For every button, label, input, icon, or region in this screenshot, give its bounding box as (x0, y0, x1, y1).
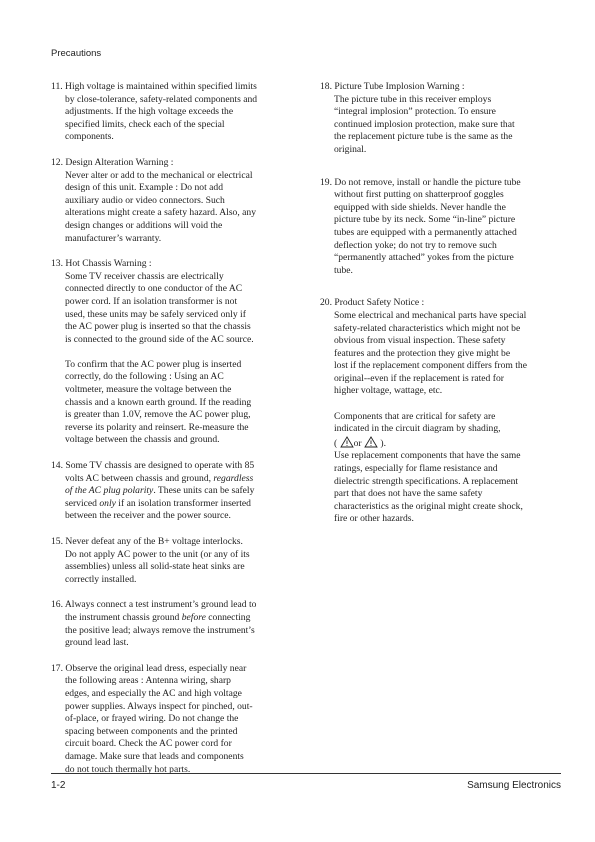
precaution-item-13: 13. Hot Chassis Warning : Some TV receiver chassis are electrically connected directly to one conductor of the AC power cord. If an isolation transformer is not used, these units may be safely serviced only if the AC power plug is inserted so that the chassis is connected to the ground side of the AC source. To confirm that the AC power plug is inserted correctly, do the following : Using an AC voltmeter, measure the voltage between the chassis and a known earth ground. If the reading is greater than 1.0V, remove the AC power plug, reverse its polarity and reinsert. Re-measure the voltage between the chassis and ground. (51, 258, 254, 446)
item-title: Hot Chassis Warning : (65, 258, 152, 270)
item-number: 15. (51, 536, 63, 547)
item-number: 12. (51, 156, 63, 168)
safety-symbol-line: ( or ). (334, 437, 386, 449)
footer-divider (51, 773, 561, 774)
precaution-item-12: 12. Design Alteration Warning : Never alter or add to the mechanical or electrical design of this unit. Example : Do not add auxiliary audio or video connectors. Such alterations might create a safety hazard. Also, any design changes or additions will void the manufacturer’s warranty. (51, 156, 256, 244)
item-number: 20. (320, 297, 332, 309)
item-number: 17. (51, 662, 63, 674)
item-number: 14. (51, 460, 63, 472)
item-title: Design Alteration Warning : (65, 156, 174, 168)
page-number: 1-2 (51, 780, 66, 791)
precaution-item-18: 18. Picture Tube Implosion Warning : The picture tube in this receiver employs “integral implosion” protection. To ensure continued implosion protection, make sure that the replacement picture tube is the same as the original. (320, 81, 515, 155)
item-number: 18. (320, 81, 332, 92)
item-title: Picture Tube Implosion Warning : (334, 81, 465, 92)
item-number: 16. (51, 599, 63, 611)
item-number: 13. (51, 258, 63, 270)
precaution-item-20: 20. Product Safety Notice : Some electrical and mechanical parts have special safety-related characteristics which might not be obvious from visual inspection. These safety features and the protection they give might be lost if the replacement component differs from the original--even if the replacement is rated for higher voltage, wattage, etc. Components that are critical for safety are indicated in the circuit diagram by shading, ( or ). Use replacement components that have the same ratings, especially for flame resistance and dielectric strength specifications. A replacement part that does not have the same safety characteristics as the original might create shock, fire or other hazards. (320, 297, 565, 526)
precaution-item-16: 16. Always connect a test instrument’s ground lead to the instrument chassis ground before connecting the positive lead; always remove the instrument’s ground lead last. (51, 599, 257, 649)
precaution-item-15: 15. Never defeat any of the B+ voltage interlocks. Do not apply AC power to the unit (or any of its assemblies) unless all solid-state heat sinks are correctly installed. (51, 536, 250, 585)
precaution-item-11: 11. High voltage is maintained within specified limits by close-tolerance, safety-related components and adjustments. If the high voltage exceeds the specified limits, check each of the special components. (51, 81, 258, 143)
company-name: Samsung Electronics (467, 780, 561, 791)
section-header: Precautions (51, 48, 102, 59)
right-column (320, 81, 565, 539)
warning-triangle-icon (364, 436, 378, 448)
item-number: 11. (51, 81, 63, 92)
precaution-item-19: 19. Do not remove, install or handle the picture tube without first putting on shatterproof goggles equipped with side shields. Never handle the picture tube by its neck. Some “in-line” picture tubes are equipped with a permanently attached deflection yoke; do not try to remove such “permanently attached” yokes from the picture tube. (320, 176, 521, 276)
item-number: 19. (320, 176, 332, 188)
warning-triangle-icon (340, 436, 354, 448)
left-column (51, 81, 296, 789)
precaution-item-17: 17. Observe the original lead dress, especially near the following areas : Antenna wiring, sharp edges, and especially the AC and high voltage power supplies. Always inspect for pinched, out- of-place, or frayed wiring. Do not change the spacing between components and the printed circuit board. Check the AC power cord for damage. Make sure that leads and components do not touch thermally hot parts. (51, 662, 253, 775)
item-title: Product Safety Notice : (334, 297, 425, 309)
precaution-item-14: 14. Some TV chassis are designed to operate with 85 volts AC between chassis and ground, regardless of the AC plug polarity. These units can be safely serviced only if an isolation transformer inserted between the receiver and the power source. (51, 460, 255, 522)
